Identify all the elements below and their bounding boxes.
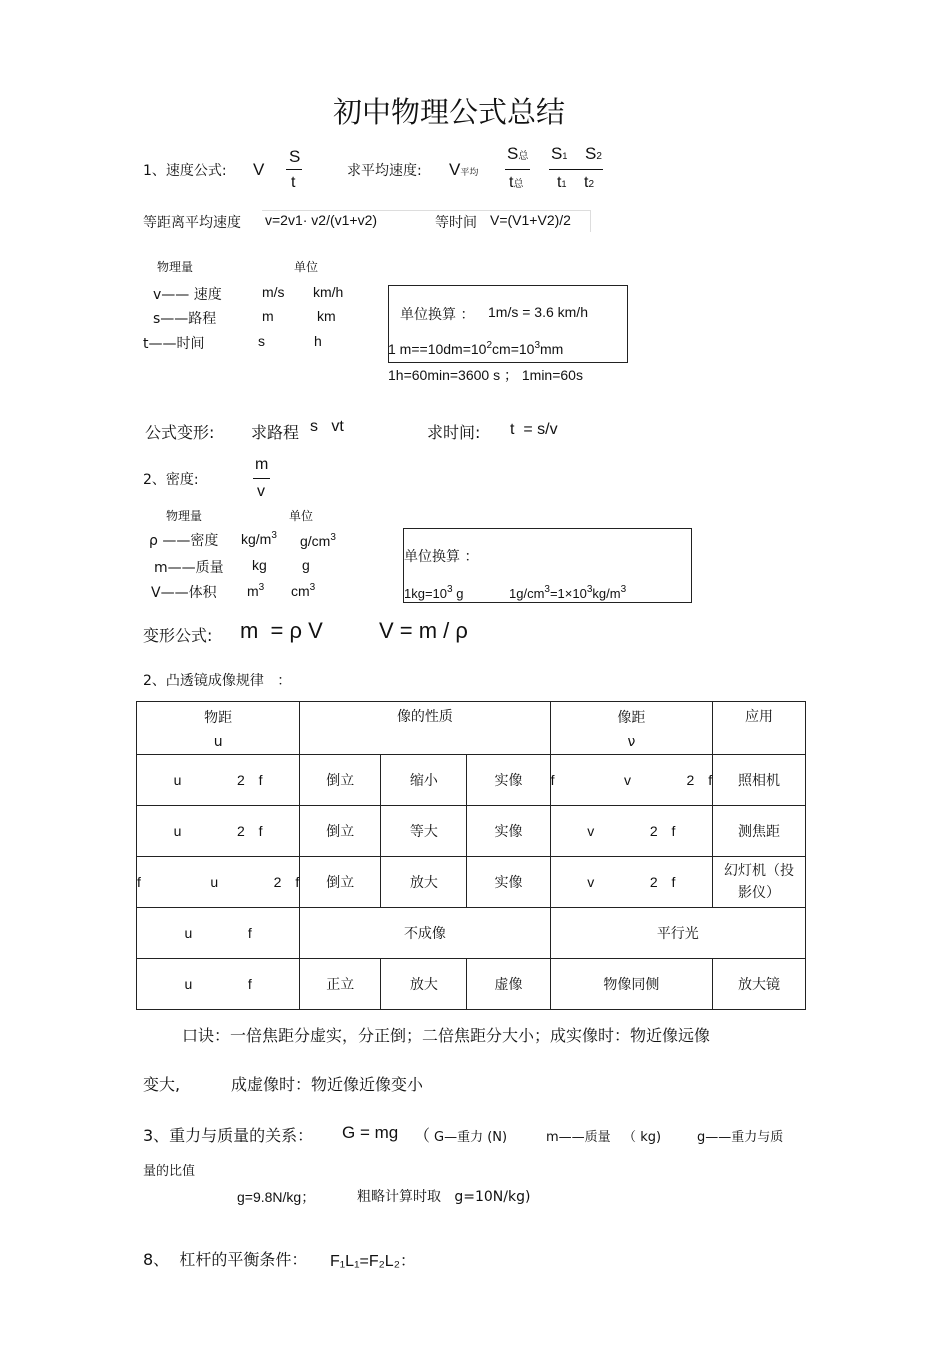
avg-frac-line-1: [505, 169, 530, 170]
cell: 实像: [467, 755, 550, 806]
speed-num: S: [289, 147, 301, 166]
cell-no-image: 不成像: [300, 908, 550, 959]
table-row: [137, 702, 806, 755]
cell: 缩小: [381, 755, 467, 806]
density-conv-a: $1kg=10^3$ g: [404, 584, 464, 601]
mass-row-q: m——质量: [154, 560, 224, 576]
cell: 虚像: [467, 959, 550, 1010]
density-row-u1: $kg/m^3$: [241, 530, 277, 547]
cell: 正立: [300, 959, 381, 1010]
equal-time-label: 等时间: [435, 215, 477, 231]
speed-conv1: 1m/s = 3.6 km/h: [488, 304, 588, 320]
header-object-distance: 物距 u: [137, 702, 300, 755]
lens-label: 2、凸透镜成像规律 ：: [143, 673, 292, 689]
t1: t1: [557, 174, 567, 191]
lens-table: [136, 701, 806, 1010]
cell: 放大: [381, 959, 467, 1010]
transform-label: 公式变形:: [145, 423, 215, 442]
table-row: [137, 857, 806, 908]
cell-v: v 2 f: [550, 857, 712, 908]
equal-distance-formula: v=2v1· v2/(v1+v2): [265, 212, 378, 228]
density-header-quantity: 物理量: [166, 509, 203, 523]
s1: S1: [551, 144, 568, 163]
cell-v: f v 2 f: [550, 755, 712, 806]
cell-u: u 2 f: [137, 755, 300, 806]
time-label: 求时间:: [427, 423, 481, 442]
gravity-gg-desc: g——重力与质: [697, 1130, 784, 1145]
density-num: m: [255, 456, 269, 473]
mass-row-u1: kg: [252, 557, 267, 573]
cell-u: u 2 f: [137, 806, 300, 857]
speed-units-header-quantity: 物理量: [157, 260, 194, 274]
cell: 倒立: [300, 755, 381, 806]
cell-app: 照相机: [713, 755, 806, 806]
mnemonic-line-2: 变大, 成虚像时：物近像近像变小: [143, 1075, 423, 1094]
cell: 放大: [381, 857, 467, 908]
table-row: [137, 755, 806, 806]
cell: 倒立: [300, 857, 381, 908]
table-row: [137, 908, 806, 959]
equal-time-formula: V=(V1+V2)/2: [490, 212, 571, 228]
lever-formula: F₁L₁=F₂L₂：: [330, 1253, 416, 1270]
t-total: t总: [509, 174, 524, 191]
cell-app: 放大镜: [713, 959, 806, 1010]
density-transform-2: V = m / ρ: [379, 618, 468, 643]
table-row: [137, 806, 806, 857]
density-transform-1: m = ρ V: [240, 618, 323, 643]
time-formula: t = s/v: [510, 421, 558, 438]
cell: 等大: [381, 806, 467, 857]
speed-row-u2: km/h: [313, 284, 344, 300]
speed-conv3: 1h=60min=3600 s ； 1min=60s: [388, 367, 583, 383]
density-row-q: ρ ——密度: [149, 533, 219, 549]
volume-row-u2: $cm^3$: [291, 582, 316, 599]
time-row-q: t——时间: [143, 336, 205, 352]
avg-v: V平均: [449, 160, 479, 179]
header-image-nature: 像的性质: [300, 702, 550, 755]
gravity-m-desc: m——质量 （ kg): [546, 1130, 662, 1145]
speed-den: t: [291, 174, 296, 191]
t2: t2: [584, 174, 595, 191]
cell: 实像: [467, 806, 550, 857]
cell-v: 物像同侧: [550, 959, 712, 1010]
gravity-line2: 量的比值: [143, 1164, 196, 1179]
speed-conv-label: 单位换算 ：: [400, 307, 475, 323]
page-title: 初中物理公式总结: [333, 95, 566, 129]
volume-row-q: V——体积: [151, 585, 217, 601]
cell-u: u f: [137, 959, 300, 1010]
distance-row-u1: m: [262, 308, 274, 324]
density-conv-label: 单位换算 ：: [404, 549, 479, 565]
cell-parallel-light: 平行光: [550, 908, 805, 959]
time-row-u1: s: [258, 333, 265, 349]
gravity-line3-a: g=9.8N/kg；: [237, 1189, 316, 1205]
density-header-unit: 单位: [289, 509, 314, 523]
gravity-formula: G = mg: [342, 1123, 399, 1142]
time-row-u2: h: [314, 333, 322, 349]
density-frac-line: [253, 478, 270, 479]
distance-row-u2: km: [317, 308, 336, 324]
distance-label: 求路程: [251, 423, 300, 442]
speed-conv2: 1 $m==10dm=10^2cm=10^3mm$: [388, 340, 564, 357]
gravity-g-desc: G—重力 (N): [434, 1130, 508, 1145]
avg-speed-label: 求平均速度:: [347, 163, 422, 179]
divider-line-right: [590, 210, 591, 232]
gravity-paren: （: [414, 1126, 431, 1145]
density-row-u2: $g/cm^3$: [300, 532, 336, 549]
cell-u: u f: [137, 908, 300, 959]
density-conv-b: $1g/cm^3=1\times 10^3kg/m^3$: [509, 584, 627, 601]
divider-line: [262, 210, 590, 211]
table-row: [137, 959, 806, 1010]
distance-formula: s vt: [310, 418, 344, 435]
speed-row-u1: m/s: [262, 284, 285, 300]
gravity-line3-b: 粗略计算时取 g=10N/kg): [357, 1189, 531, 1205]
speed-v: V: [253, 160, 265, 179]
cell-v: v 2 f: [550, 806, 712, 857]
s-total: S总: [507, 144, 529, 163]
lever-label: 8、 杠杆的平衡条件：: [143, 1250, 308, 1269]
cell-app: 测焦距: [713, 806, 806, 857]
speed-label: 1、速度公式:: [143, 163, 227, 179]
mnemonic-line-1: 口诀：一倍焦距分虚实，分正倒；二倍焦距分大小；成实像时：物近像远像: [182, 1026, 711, 1045]
cell: 倒立: [300, 806, 381, 857]
equal-distance-label: 等距离平均速度: [143, 215, 241, 231]
speed-units-header-unit: 单位: [294, 260, 319, 274]
avg-frac-line-2: [549, 169, 603, 170]
cell-app: 幻灯机（投影仪）: [713, 857, 806, 908]
header-application: 应用: [713, 702, 806, 755]
s2: S2: [585, 144, 602, 163]
distance-row-q: s——路程: [153, 311, 217, 327]
density-den: v: [257, 483, 265, 500]
density-transform-label: 变形公式:: [143, 626, 213, 645]
mass-row-u2: g: [302, 557, 310, 573]
header-image-distance: 像距 ν: [550, 702, 712, 755]
speed-frac-line: [286, 169, 302, 170]
cell: 实像: [467, 857, 550, 908]
density-label: 2、密度:: [143, 472, 199, 488]
speed-row-q: v—— 速度: [153, 287, 222, 303]
gravity-label: 3、重力与质量的关系：: [143, 1126, 314, 1145]
cell-u: f u 2 f: [137, 857, 300, 908]
volume-row-u1: $m^3$: [247, 582, 265, 599]
